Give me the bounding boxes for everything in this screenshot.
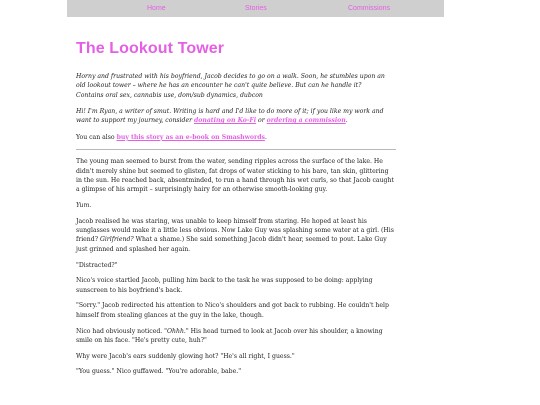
nav-commissions-link[interactable]: Commissions [348,5,391,12]
story-text: ." His head turned to look at Jacob over his shoulder, a knowing smile on his face. "He's pretty cute, huh?" [76,327,383,344]
top-nav [67,0,444,17]
summary-text: Horny and frustrated with his boyfriend, Jacob decides to go on a walk. Soon, he stumbles upon an old lookout tower – where he has an encounter he can't quite believe. But can he handle it? [76,73,385,90]
support-note [76,107,396,126]
story-paragraph: Why were Jacob's ears suddenly glowing hot? "He's all right, I guess." [76,352,295,360]
story-text: Jacob realised he was staring, was unable to keep himself from staring. He hoped at least his sunglasses would make it a little less obvious. Now Lake Guy was splashing some water at a girl. (His friend? [76,217,394,244]
main-content [76,40,396,383]
nav-home-link[interactable]: Home [147,5,166,12]
ebook-suffix: . [264,133,267,141]
ebook-note [76,133,396,142]
divider [76,149,396,150]
nav-stories-link[interactable]: Stories [245,5,267,12]
content-warnings: Contains oral sex, cannabis use, dom/sub dynamics, dubcon [76,91,263,99]
story-paragraph: "You guess." Nico guffawed. "You're adorable, babe." [76,368,242,376]
kofi-link[interactable]: donating on Ko-Fi [193,117,257,125]
story-emphasis: Yum. [76,202,92,210]
story-paragraph [76,217,396,254]
story-summary [76,72,396,100]
story-paragraph [76,327,396,346]
support-middle: or [256,117,267,125]
story-paragraph [76,201,396,210]
smashwords-link[interactable]: buy this story as an e-book on Smashwords [116,133,265,141]
support-prefix: Hi! I'm Ryan, a writer of smut. Writing is hard and I'd like to do more of it; if you like my work and want to support my journey, consider [76,108,384,125]
story-paragraph: The young man seemed to burst from the water, sending ripples across the surface of the lake. He didn't merely shine but seemed to glisten, fat drops of water sticking to his bare, tan skin, glittering in the sun. He reached back, absentminded, to run a hand through his wet curls, so that Jacob caught a glimpse of his armpit – surprisingly hairy for an otherwise smooth-looking guy. [76,158,394,194]
story-paragraph: "Distracted?" [76,261,118,269]
story-emphasis: Ohhh [167,327,184,335]
story-emphasis: Girlfriend? [99,236,134,244]
ebook-prefix: You can also [76,133,117,141]
story-body [76,157,396,376]
story-paragraph: "Sorry." Jacob redirected his attention to Nico's shoulders and got back to rubbing. He couldn't help himself from stealing glances at the guy in the lake, though. [76,302,389,319]
commission-link[interactable]: ordering a commission [266,117,346,125]
story-title: The Lookout Tower [76,40,225,57]
story-paragraph: Nico's voice startled Jacob, pulling him back to the task he was supposed to be doing: applying sunscreen to his boyfriend's back. [76,277,373,294]
story-text: What a shame.) She said something Jacob didn't hear, seemed to pout. Lake Guy just grinned and splashed her again. [76,236,387,253]
story-text: Nico had obviously noticed. " [76,327,167,335]
support-suffix: . [345,117,348,125]
